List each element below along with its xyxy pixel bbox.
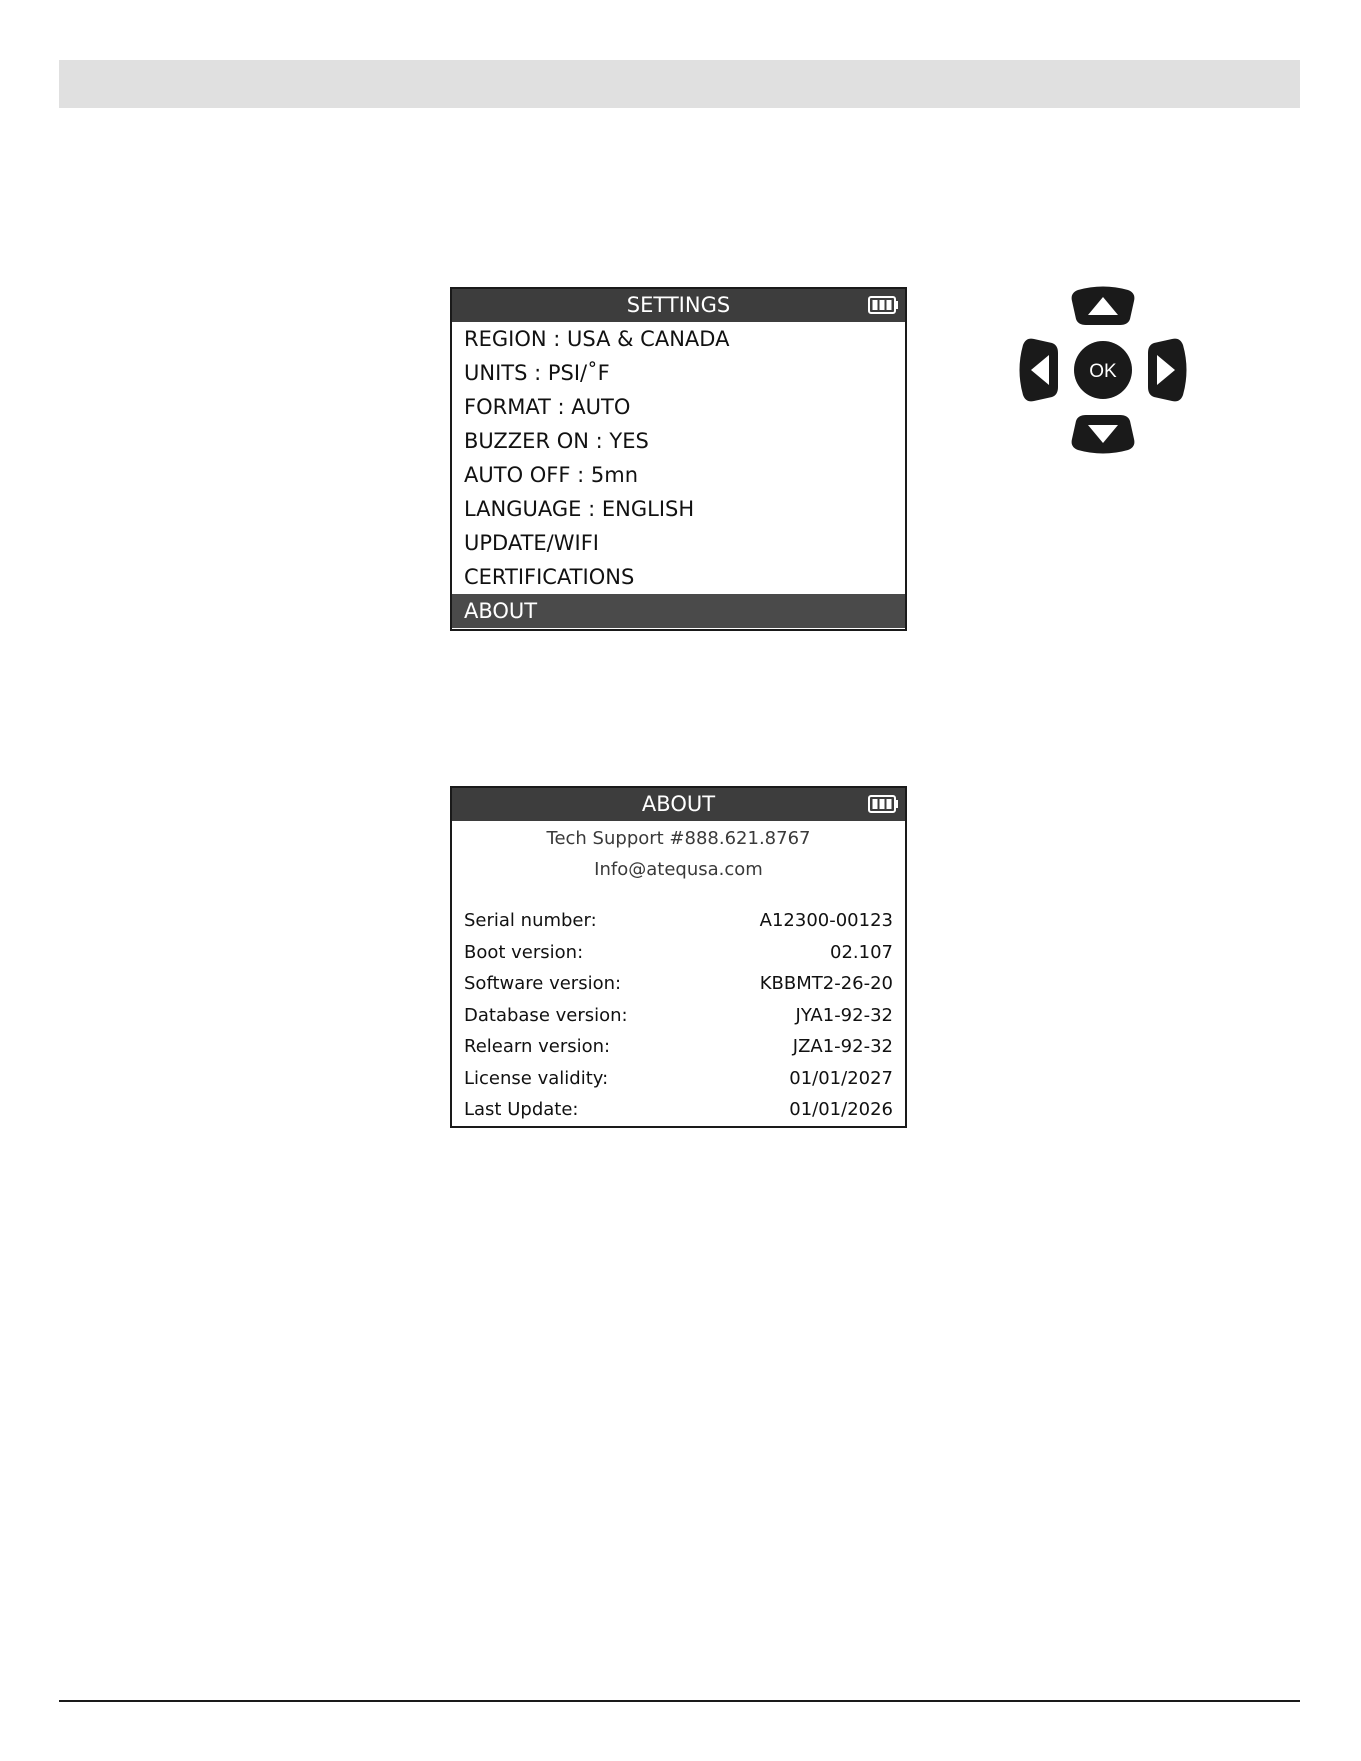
settings-menu-item[interactable]: ABOUT <box>452 594 905 628</box>
direction-keypad <box>1018 285 1188 455</box>
settings-menu <box>452 322 905 628</box>
info-value: JYA1-92-32 <box>795 1004 893 1026</box>
info-label: License validity: <box>464 1067 609 1089</box>
info-label: Software version: <box>464 973 622 994</box>
about-title: ABOUT <box>641 792 716 816</box>
info-value: KBBMT2-26-20 <box>759 973 893 994</box>
info-value: JZA1-92-32 <box>792 1036 893 1057</box>
about-info-row <box>452 968 905 1000</box>
info-label: Serial number: <box>464 910 597 931</box>
support-contact <box>452 823 905 885</box>
battery-full-icon <box>868 296 899 314</box>
battery-full-icon <box>868 795 899 813</box>
info-label: Database version: <box>464 1004 628 1026</box>
settings-title: SETTINGS <box>626 293 731 317</box>
info-value: 01/01/2027 <box>789 1067 893 1089</box>
settings-menu-item[interactable]: AUTO OFF : 5mn <box>464 463 639 487</box>
tech-support-phone: Tech Support #888.621.8767 <box>546 828 811 849</box>
info-value: A12300-00123 <box>759 910 893 931</box>
ok-button[interactable] <box>1074 341 1132 399</box>
settings-menu-item[interactable]: REGION : USA & CANADA <box>464 327 730 351</box>
about-info-row <box>452 1031 905 1063</box>
down-button[interactable] <box>1072 415 1135 454</box>
info-label: Last Update: <box>464 1099 579 1120</box>
about-info-row <box>452 937 905 969</box>
info-value: 02.107 <box>830 941 893 963</box>
about-info-table <box>452 905 905 1126</box>
ok-label: OK <box>1089 361 1117 382</box>
footer-rule <box>59 1700 1300 1702</box>
settings-screen <box>450 287 907 631</box>
settings-menu-item[interactable]: UPDATE/WIFI <box>464 531 599 555</box>
header-band <box>59 60 1300 108</box>
settings-menu-item[interactable]: UNITS : PSI/˚F <box>464 361 610 385</box>
info-label: Relearn version: <box>464 1036 611 1057</box>
about-info-row <box>452 1063 905 1095</box>
left-button[interactable] <box>1020 339 1059 402</box>
info-value: 01/01/2026 <box>789 1099 893 1120</box>
right-button[interactable] <box>1148 339 1187 402</box>
about-info-row <box>452 1000 905 1032</box>
about-info-row <box>452 1094 905 1126</box>
info-label: Boot version: <box>464 941 584 963</box>
about-info-row <box>452 905 905 937</box>
about-screen <box>450 786 907 1128</box>
settings-menu-item[interactable]: LANGUAGE : ENGLISH <box>464 497 695 521</box>
settings-menu-item[interactable]: FORMAT : AUTO <box>464 395 631 419</box>
support-email: Info@atequsa.com <box>594 859 763 880</box>
settings-menu-item[interactable]: BUZZER ON : YES <box>464 429 649 453</box>
settings-menu-item[interactable]: CERTIFICATIONS <box>464 565 635 589</box>
settings-title-bar <box>452 289 905 322</box>
up-button[interactable] <box>1072 287 1135 326</box>
about-title-bar <box>452 788 905 821</box>
